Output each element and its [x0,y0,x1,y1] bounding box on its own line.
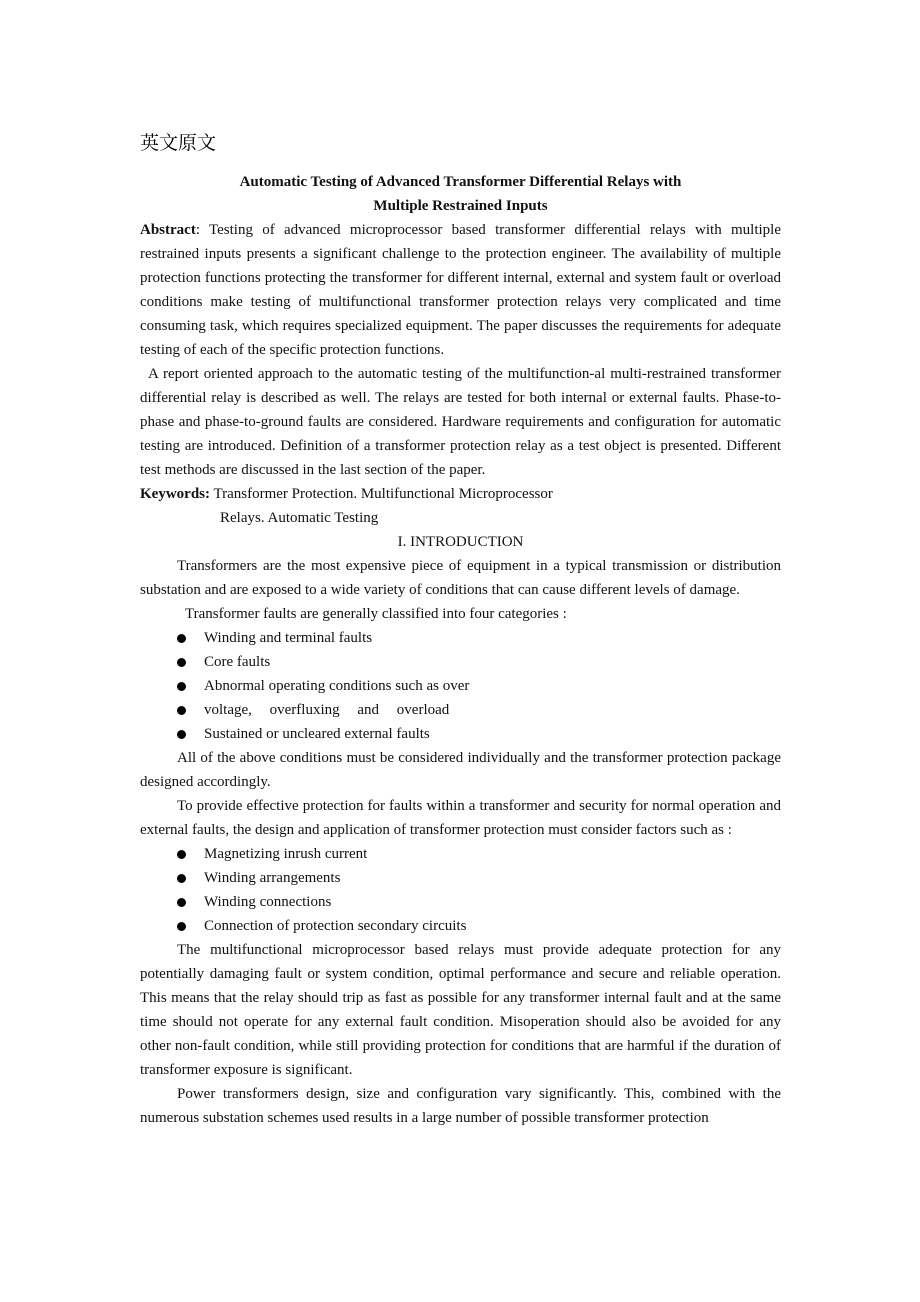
abstract-text: : Testing of advanced microprocessor based transformer differential relays with multiple restrained inputs presents a significant challenge to the protection engineer. The availability of multiple protection functions protecting the transformer for different internal, external and system fault or overload conditions make testing of multifunctional transformer protection relays very complicated and time consuming task, which requires specialized equipment. The paper discusses the requirements for adequate testing of each of the specific protection functions. [140,222,781,358]
intro-paragraph-1: Transformers are the most expensive piece of equipment in a typical transmission or distribution substation and are exposed to a wide variety of conditions that can cause different levels of damage. [140,558,781,598]
intro-paragraph-5: The multifunctional microprocessor based relays must provide adequate protection for any potentially damaging fault or system condition, optimal performance and secure and reliable operation. This means that the relay should trip as fast as possible for any transformer internal fault and at the same time should not operate for any external fault condition. Misoperation should also be avoided for any other non-fault condition, while still providing protection for conditions that are harmful if the duration of transformer exposure is significant. [140,942,781,1078]
list-item: Connection of protection secondary circuits [140,914,781,938]
keywords-text-1: Transformer Protection. Multifunctional Microprocessor [213,486,553,502]
intro-paragraph-4: To provide effective protection for faults within a transformer and security for normal operation and external faults, the design and application of transformer protection must consider factors such as : [140,798,781,838]
list-item: Winding and terminal faults [140,626,781,650]
keywords-line-2: Relays. Automatic Testing [220,510,379,526]
introduction-heading: I. INTRODUCTION [397,534,524,550]
fault-categories-list [140,626,781,746]
section-heading: 英文原文 [140,132,217,154]
intro-paragraph-3: All of the above conditions must be considered individually and the transformer protection package designed accordingly. [140,750,781,790]
title-line-2: Multiple Restrained Inputs [373,198,548,214]
list-item: Winding connections [140,890,781,914]
body-column [140,218,781,1130]
list-item: Abnormal operating conditions such as over [140,674,781,698]
list-item: Winding arrangements [140,866,781,890]
paper-title [140,170,781,218]
intro-paragraph-6: Power transformers design, size and configuration vary significantly. This, combined with the numerous substation schemes used results in a large number of possible transformer protection [140,1086,781,1126]
list-item: Core faults [140,650,781,674]
keywords-line-1 [140,482,781,506]
list-item: voltage, overfluxing and overload [140,698,781,722]
intro-paragraph-2: Transformer faults are generally classified into four categories : [185,606,567,622]
abstract-paragraph [140,218,781,362]
abstract-label: Abstract [140,222,196,238]
list-item: Magnetizing inrush current [140,842,781,866]
abstract-paragraph-2: A report oriented approach to the automatic testing of the multifunction-al multi-restrained transformer differential relay is described as well. The relays are tested for both internal or external faults. Phase-to-phase and phase-to-ground faults are considered. Hardware requirements and configuration for automatic testing are introduced. Definition of a transformer protection relay as a test object is presented. Different test methods are discussed in the last section of the paper. [140,366,781,478]
keywords-label: Keywords: [140,486,210,502]
design-factors-list [140,842,781,938]
title-line-1: Automatic Testing of Advanced Transformer Differential Relays with [239,174,682,190]
list-item: Sustained or uncleared external faults [140,722,781,746]
